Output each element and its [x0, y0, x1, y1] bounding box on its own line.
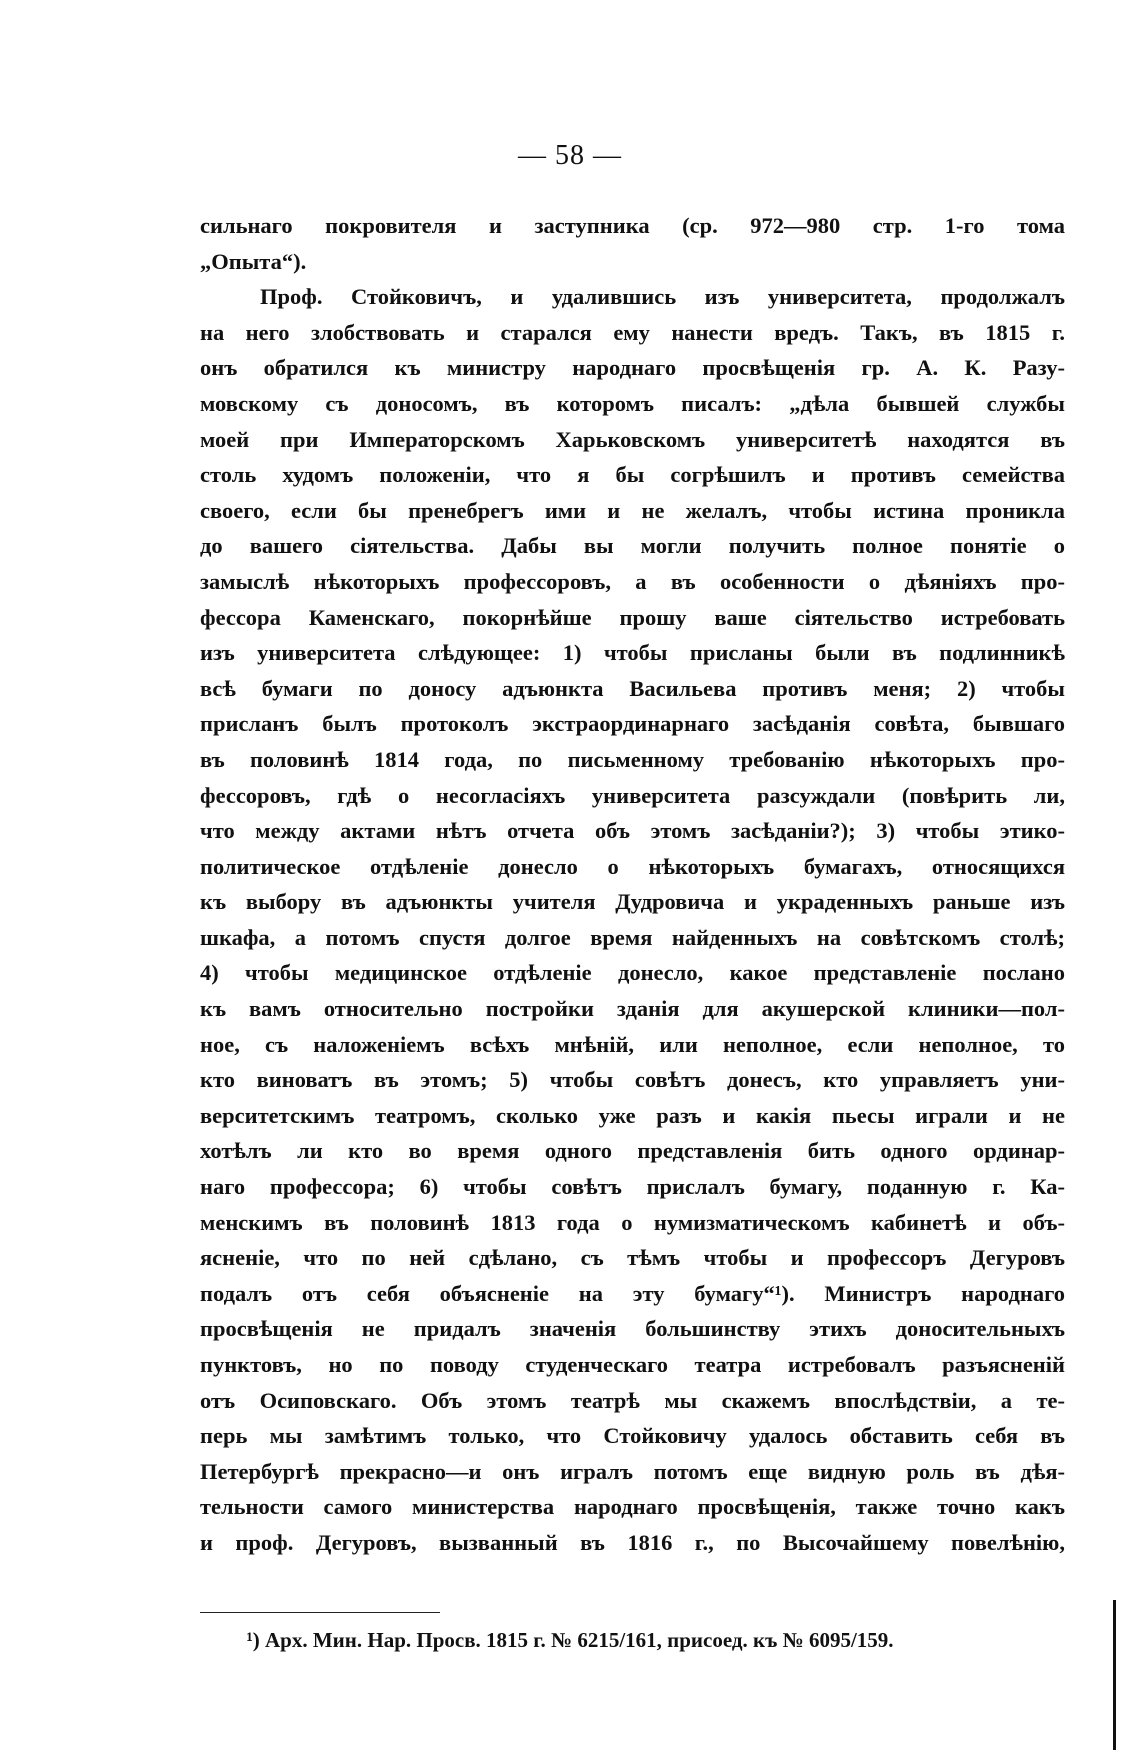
text-line: ное, съ наложеніемъ всѣхъ мнѣній, или неполное, если неполное, то	[200, 1031, 1065, 1057]
text-line: столь худомъ положеніи, что я бы согрѣшилъ и противъ семейства	[200, 462, 1065, 488]
body-text	[200, 208, 1065, 1561]
text-line: къ выбору въ адъюнкты учителя Дудровича и украденныхъ раньше изъ	[200, 889, 1065, 915]
text-line: замыслѣ нѣкоторыхъ профессоровъ, а въ особенности о дѣяніяхъ про-	[200, 568, 1065, 594]
text-line: кто виноватъ въ этомъ; 5) чтобы совѣтъ донесъ, кто управляетъ уни-	[200, 1067, 1065, 1093]
text-line: просвѣщенія не придалъ значенія большинству этихъ доносительныхъ	[200, 1316, 1065, 1342]
text-line: что между актами нѣтъ отчета объ этомъ засѣданіи?); 3) чтобы этико-	[200, 818, 1065, 844]
text-line: отъ Осиповскаго. Объ этомъ театрѣ мы скажемъ впослѣдствіи, а те-	[200, 1387, 1065, 1413]
text-line: до вашего сіятельства. Дабы вы могли получить полное понятіе о	[200, 533, 1065, 559]
text-line: присланъ былъ протоколъ экстраординарнаго засѣданія совѣта, бывшаго	[200, 711, 1065, 737]
text-line: на него злобствовать и старался ему нанести вредъ. Такъ, въ 1815 г.	[200, 319, 1065, 345]
text-line: 4) чтобы медицинское отдѣленіе донесло, какое представленіе послано	[200, 960, 1065, 986]
text-line: своего, если бы пренебрегъ ими и не желалъ, чтобы истина проникла	[200, 497, 1065, 523]
text-line: всѣ бумаги по доносу адъюнкта Васильева противъ меня; 2) чтобы	[200, 675, 1065, 701]
text-line: подалъ отъ себя объясненіе на эту бумагу“¹). Министръ народнаго	[200, 1280, 1065, 1306]
page-number: — 58 —	[518, 140, 622, 171]
text-line: тельности самого министерства народнаго просвѣщенія, также точно какъ	[200, 1494, 1065, 1520]
text-line: изъ университета слѣдующее: 1) чтобы присланы были въ подлинникѣ	[200, 640, 1065, 666]
text-line: моей при Императорскомъ Харьковскомъ университетѣ находятся въ	[200, 426, 1065, 452]
text-line: сильнаго покровителя и заступника (ср. 972—980 стр. 1-го тома	[200, 213, 1065, 238]
text-line: менскимъ въ половинѣ 1813 года о нумизматическомъ кабинетѣ и объ-	[200, 1209, 1065, 1235]
text-line: „Опыта“).	[200, 248, 307, 274]
text-line: фессоровъ, гдѣ о несогласіяхъ университета разсуждали (повѣрить ли,	[200, 782, 1065, 808]
text-line: въ половинѣ 1814 года, по письменному требованію нѣкоторыхъ про-	[200, 746, 1065, 772]
text-line: мовскому съ доносомъ, въ которомъ писалъ: „дѣла бывшей службы	[200, 390, 1065, 416]
footnote: ¹) Арх. Мин. Нар. Просв. 1815 г. № 6215/161, присоед. къ № 6095/159.	[246, 1628, 894, 1652]
text-line: шкафа, а потомъ спустя долгое время найденныхъ на совѣтскомъ столѣ;	[200, 924, 1065, 950]
text-line: къ вамъ относительно постройки зданія для акушерской клиники—пол-	[200, 996, 1065, 1022]
text-line: наго профессора; 6) чтобы совѣтъ прислалъ бумагу, поданную г. Ка-	[200, 1174, 1065, 1200]
margin-bar	[1113, 1600, 1116, 1750]
text-line: фессора Каменскаго, покорнѣйше прошу ваше сіятельство истребовать	[200, 604, 1065, 630]
text-line: онъ обратился къ министру народнаго просвѣщенія гр. А. К. Разу-	[200, 355, 1065, 381]
footnote-rule	[200, 1612, 440, 1613]
text-line: Петербургѣ прекрасно—и онъ игралъ потомъ еще видную роль въ дѣя-	[200, 1458, 1065, 1484]
text-line: Проф. Стойковичъ, и удалившись изъ университета, продолжалъ	[260, 284, 1065, 310]
text-line: верситетскимъ театромъ, сколько уже разъ и какія пьесы играли и не	[200, 1102, 1065, 1128]
text-line: хотѣлъ ли кто во время одного представленія бить одного ординар-	[200, 1138, 1065, 1164]
text-line: и проф. Дегуровъ, вызванный въ 1816 г., по Высочайшему повелѣнію,	[200, 1529, 1065, 1555]
text-line: пунктовъ, но по поводу студенческаго театра истребовалъ разъясненій	[200, 1352, 1065, 1377]
text-line: перь мы замѣтимъ только, что Стойковичу удалось обставить себя въ	[200, 1423, 1065, 1449]
text-line: политическое отдѣленіе донесло о нѣкоторыхъ бумагахъ, относящихся	[200, 853, 1065, 879]
text-line: ясненіе, что по ней сдѣлано, съ тѣмъ чтобы и профессоръ Дегуровъ	[200, 1245, 1065, 1271]
